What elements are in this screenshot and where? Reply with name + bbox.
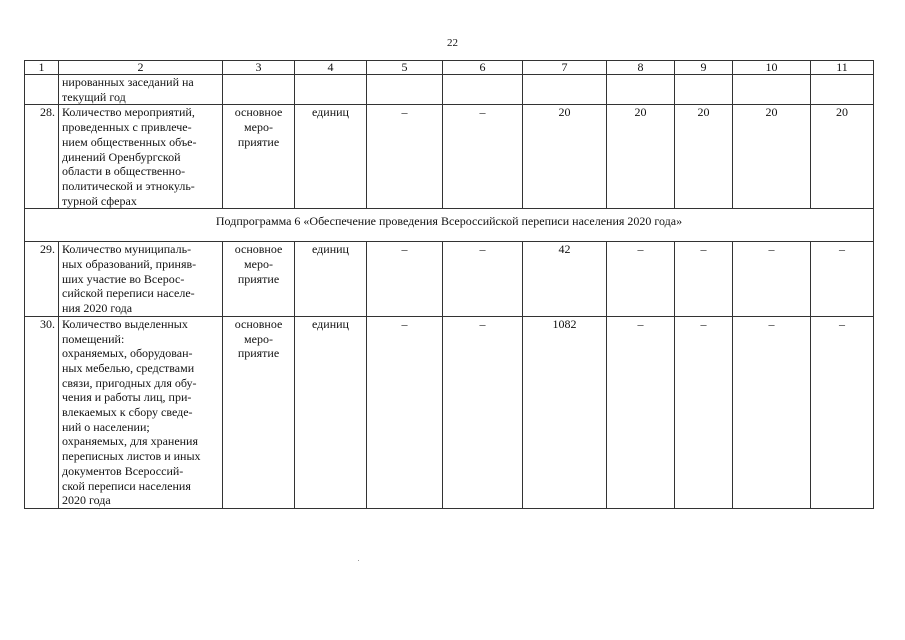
column-number: 9 — [675, 61, 733, 75]
table-row-continuation — [25, 75, 874, 105]
description-line: текущий год — [62, 89, 126, 104]
description-line: ния 2020 года — [62, 301, 133, 316]
row-number: 29. — [25, 242, 59, 317]
column-number: 3 — [223, 61, 295, 75]
description-cell — [59, 316, 223, 508]
description-line: политической и этнокуль- — [62, 178, 195, 193]
value-cell: – — [811, 242, 874, 317]
row-number: 30. — [25, 316, 59, 508]
description-line: области в общественно- — [62, 164, 186, 179]
description-cell — [59, 75, 223, 105]
scan-speck — [358, 560, 359, 561]
type-line: меро- — [244, 120, 273, 135]
value-cell — [675, 75, 733, 105]
value-cell: – — [675, 242, 733, 317]
description-cell — [59, 242, 223, 317]
section-title: Подпрограмма 6 «Обеспечение проведения Всероссийской переписи населения 2020 года» — [25, 209, 874, 242]
type-line: меро- — [244, 257, 273, 272]
type-line: приятие — [237, 134, 280, 149]
value-cell — [733, 75, 811, 105]
type-line: основное — [234, 105, 283, 120]
column-number: 2 — [59, 61, 223, 75]
indicators-table — [24, 60, 874, 509]
description-line: ных мебелью, средствами — [62, 360, 195, 375]
value-cell: 1082 — [523, 316, 607, 508]
description-line: чения и работы лиц, при- — [62, 390, 192, 405]
type-line: приятие — [237, 271, 280, 286]
description-line: динений Оренбургской — [62, 149, 181, 164]
type-cell — [223, 105, 295, 209]
value-cell: – — [367, 316, 443, 508]
description-line: 2020 года — [62, 493, 111, 508]
unit-cell — [295, 75, 367, 105]
description-line: сийской переписи населе- — [62, 286, 195, 301]
description-line: нием общественных объе- — [62, 134, 197, 149]
description-line: Количество муниципаль- — [62, 242, 192, 257]
column-number: 5 — [367, 61, 443, 75]
description-line: переписных листов и иных — [62, 449, 201, 464]
description-line: влекаемых к сбору сведе- — [62, 405, 193, 420]
column-number: 11 — [811, 61, 874, 75]
value-cell: – — [607, 316, 675, 508]
value-cell: 20 — [733, 105, 811, 209]
description-line: охраняемых, для хранения — [62, 434, 199, 449]
description-line: Количество выделенных — [62, 316, 188, 331]
value-cell: 42 — [523, 242, 607, 317]
section-row — [25, 209, 874, 242]
value-cell: – — [443, 316, 523, 508]
value-cell: – — [733, 316, 811, 508]
value-cell: – — [443, 105, 523, 209]
value-cell: – — [367, 105, 443, 209]
value-cell: – — [733, 242, 811, 317]
row-number-cell — [25, 75, 59, 105]
value-cell — [367, 75, 443, 105]
value-cell: 20 — [675, 105, 733, 209]
column-number: 1 — [25, 61, 59, 75]
description-line: ных образований, приняв- — [62, 257, 197, 272]
column-number: 8 — [607, 61, 675, 75]
description-line: ших участие во Всерос- — [62, 271, 185, 286]
type-line: приятие — [237, 346, 280, 361]
value-cell — [607, 75, 675, 105]
column-number: 6 — [443, 61, 523, 75]
value-cell: – — [675, 316, 733, 508]
description-line: ской переписи населения — [62, 478, 191, 493]
description-line: нированных заседаний на — [62, 75, 194, 89]
value-cell: – — [367, 242, 443, 317]
value-cell: – — [443, 242, 523, 317]
row-number: 28. — [25, 105, 59, 209]
page-number: 22 — [447, 37, 458, 49]
unit-cell: единиц — [295, 105, 367, 209]
value-cell: 20 — [811, 105, 874, 209]
value-cell: – — [811, 316, 874, 508]
unit-cell: единиц — [295, 242, 367, 317]
type-cell — [223, 316, 295, 508]
column-number: 10 — [733, 61, 811, 75]
description-line: Количество мероприятий, — [62, 105, 195, 120]
type-cell — [223, 242, 295, 317]
table-row-29 — [25, 242, 874, 317]
type-line: основное — [234, 242, 283, 257]
description-line: помещений: — [62, 331, 125, 346]
value-cell: 20 — [607, 105, 675, 209]
type-cell — [223, 75, 295, 105]
column-number: 4 — [295, 61, 367, 75]
unit-cell: единиц — [295, 316, 367, 508]
type-line: меро- — [244, 331, 273, 346]
type-line: основное — [234, 316, 283, 331]
value-cell — [523, 75, 607, 105]
description-line: охраняемых, оборудован- — [62, 346, 193, 361]
column-number: 7 — [523, 61, 607, 75]
description-line: связи, пригодных для обу- — [62, 375, 197, 390]
description-line: проведенных с привлече- — [62, 120, 192, 135]
description-cell — [59, 105, 223, 209]
value-cell: – — [607, 242, 675, 317]
value-cell — [443, 75, 523, 105]
table-row-30 — [25, 316, 874, 508]
description-line: турной сферах — [62, 193, 137, 208]
description-line: ний о населении; — [62, 419, 150, 434]
header-row — [25, 61, 874, 75]
table-row-28 — [25, 105, 874, 209]
value-cell — [811, 75, 874, 105]
value-cell: 20 — [523, 105, 607, 209]
description-line: документов Всероссий- — [62, 463, 184, 478]
